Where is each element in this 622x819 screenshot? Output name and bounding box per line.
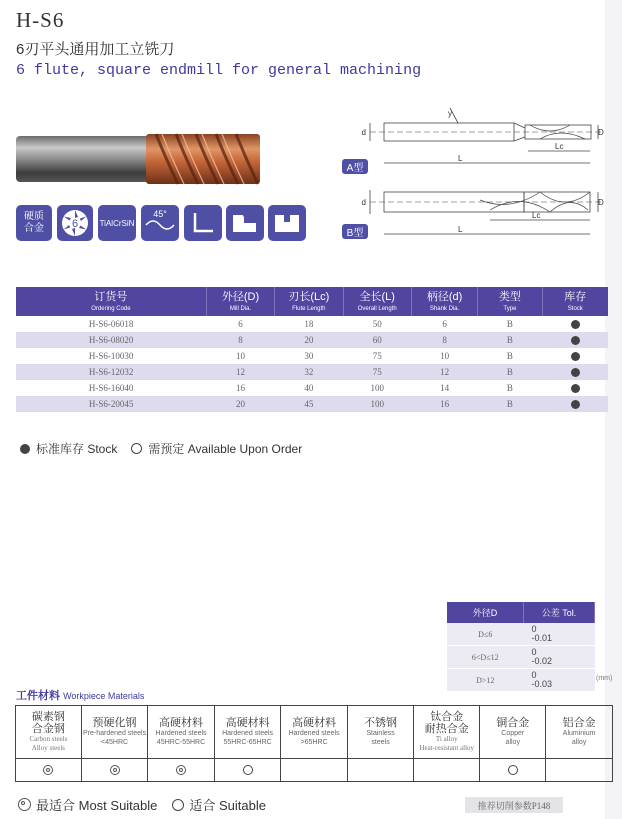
type-b-drawing (340, 182, 605, 242)
most-suitable-icon (176, 765, 186, 775)
tolerance-unit: (mm) (596, 675, 613, 682)
type-a-drawing (340, 103, 605, 175)
suitability-legend (18, 795, 266, 814)
most-suitable-icon (110, 765, 120, 775)
suitability-legend-suitable: 适合 Suitable (189, 798, 266, 813)
overall-length-cell: 60 (343, 332, 411, 348)
table-row (16, 396, 608, 412)
shank-dia-cell: 12 (411, 364, 477, 380)
stock-cell (542, 348, 608, 364)
tolerance-range: D>12 (447, 669, 524, 692)
product-title-en: 6 flute, square endmill for general machining (16, 62, 422, 79)
shank-dia-cell: 6 (442, 319, 447, 329)
most-suitable-icon (43, 765, 53, 775)
stock-cell (542, 380, 608, 396)
type-a-shank-label: d (361, 128, 366, 137)
coating-label: TiAlCrSiN (99, 218, 135, 228)
shank-dia-cell: 16 (411, 396, 477, 412)
most-suitable-icon (18, 798, 31, 811)
rating-cell (16, 759, 82, 782)
slot-profile-icon (272, 210, 302, 236)
in-stock-dot-icon (571, 368, 580, 377)
in-stock-dot-icon (571, 384, 580, 393)
type-cell: B (478, 396, 542, 412)
type-cell: B (506, 351, 513, 361)
flute-count-badge (57, 205, 93, 241)
tolerance-table (447, 602, 595, 692)
mill-dia-cell: 10 (236, 351, 245, 361)
header-overall-length: 全长(L) Overall Length (343, 287, 411, 316)
slot-cut-badge (268, 205, 306, 241)
material-copper: 铜合金 Copper alloy (480, 706, 546, 759)
table-row (447, 669, 595, 692)
mill-dia-cell: 8 (206, 332, 274, 348)
stock-cell (542, 364, 608, 380)
flute-length-cell: 45 (275, 396, 343, 412)
ordering-code-cell: H-S6-10030 (88, 351, 134, 361)
mill-dia-cell: 20 (206, 396, 274, 412)
spec-table-header (16, 287, 608, 316)
ordering-code-cell: H-S6-08020 (16, 332, 206, 348)
table-row (16, 380, 608, 396)
table-row (16, 348, 608, 364)
material-hardened-55-65: 高硬材料 Hardened steels 55HRC-65HRC (214, 706, 281, 759)
ordering-code-cell: H-S6-20045 (16, 396, 206, 412)
stock-legend (20, 440, 302, 457)
in-stock-dot-icon (571, 352, 580, 361)
type-cell: B (506, 319, 513, 329)
square-end-badge (184, 205, 222, 241)
rating-cell (281, 759, 348, 782)
overall-length-cell: 100 (370, 383, 384, 393)
mill-dia-cell: 6 (238, 319, 243, 329)
overall-length-cell: 100 (343, 396, 411, 412)
type-a-dia-label: D (598, 128, 604, 137)
table-row (16, 332, 608, 348)
type-cell: B (478, 332, 542, 348)
material-hardened-45-55: 高硬材料 Hardened steels 45HRC-55HRC (148, 706, 215, 759)
mill-dia-cell: 16 (236, 383, 245, 393)
table-row (447, 646, 595, 669)
flute-count: 6 (71, 218, 79, 230)
material-carbon-steel: 碳素钢 合金钢 Carbon steels Alloy steels (16, 706, 82, 759)
rating-cell (414, 759, 480, 782)
rating-cell (214, 759, 281, 782)
flute-cross-section-icon (60, 208, 90, 238)
flute-length-cell: 32 (275, 364, 343, 380)
type-b-dia-label: D (598, 198, 604, 207)
stock-legend-order: 需预定 Available Upon Order (148, 442, 303, 456)
overall-length-cell: 75 (343, 364, 411, 380)
table-row (16, 364, 608, 380)
rating-cell (480, 759, 546, 782)
stock-cell (542, 332, 608, 348)
shank-dia-cell: 8 (411, 332, 477, 348)
overall-length-cell: 75 (372, 351, 382, 361)
workpiece-rating-row (16, 759, 613, 782)
rating-cell (347, 759, 413, 782)
material-prehardened-steel: 预硬化钢 Pre-hardened steels <45HRC (81, 706, 147, 759)
in-stock-dot-icon (571, 400, 580, 409)
type-a-l-label: L (458, 154, 463, 163)
type-a-y-label: y (448, 109, 452, 118)
header-ordering-code: 订货号 Ordering Code (16, 287, 206, 316)
workpiece-title-en: Workpiece Materials (63, 691, 145, 701)
material-badge (16, 205, 52, 241)
spec-table (16, 287, 608, 412)
type-a-label: A型 (342, 159, 368, 174)
shank-dia-cell: 10 (440, 351, 450, 361)
type-b-lc-label: Lc (532, 211, 541, 220)
suitable-icon (172, 799, 184, 811)
tolerance-header-dia: 外径D (447, 602, 524, 623)
workpiece-title-cn: 工件材料 (16, 690, 60, 702)
stock-legend-standard: 标准库存 Stock (36, 442, 118, 456)
tolerance-range: 6<D≤12 (447, 646, 524, 669)
square-end-icon (190, 210, 216, 236)
material-stainless: 不锈钢 Stainless steels (347, 706, 413, 759)
ordering-code-cell: H-S6-16040 (88, 383, 134, 393)
type-b-label: B型 (342, 224, 368, 239)
workpiece-header-row (16, 706, 613, 759)
cutting-parameters-reference: 推荐切削参数P148 (465, 797, 563, 813)
endmill-photo (16, 130, 262, 188)
tolerance-header-tol: 公差 Tol. (524, 602, 595, 623)
suitable-icon (243, 765, 253, 775)
type-a-lc-label: Lc (555, 142, 564, 151)
rating-cell (148, 759, 215, 782)
type-cell: B (506, 383, 513, 393)
header-stock: 库存 Stock (542, 287, 608, 316)
helix-angle-label: 45° (153, 209, 167, 219)
material-aluminium: 铝合金 Aluminium alloy (546, 706, 613, 759)
type-b-shank-label: d (361, 198, 366, 207)
header-flute-length: 刃长(Lc) Flute Length (275, 287, 343, 316)
suitability-legend-most: 最适合 Most Suitable (36, 798, 158, 813)
step-cut-badge (226, 205, 264, 241)
filled-circle-icon (20, 444, 30, 454)
tolerance-value: 0 -0.03 (524, 669, 595, 692)
shank-dia-cell: 14 (440, 383, 450, 393)
flute-length-cell: 20 (275, 332, 343, 348)
flute-length-cell: 30 (304, 351, 314, 361)
step-profile-icon (230, 210, 260, 236)
ordering-code-cell: H-S6-06018 (88, 319, 134, 329)
tolerance-header (447, 602, 595, 623)
rating-cell (546, 759, 613, 782)
product-model: H-S6 (16, 8, 65, 32)
helix-wave-icon (145, 219, 175, 231)
flute-length-cell: 40 (304, 383, 314, 393)
type-b-l-label: L (458, 225, 463, 234)
table-row (16, 316, 608, 332)
in-stock-dot-icon (571, 320, 580, 329)
type-cell: B (478, 364, 542, 380)
empty-circle-icon (131, 443, 142, 454)
material-badge-label: 硬质合金 (24, 211, 44, 234)
tolerance-range: D≤6 (447, 623, 524, 646)
rating-cell (81, 759, 147, 782)
table-row (447, 623, 595, 646)
suitable-icon (508, 765, 518, 775)
coating-badge (98, 205, 136, 241)
overall-length-cell: 50 (372, 319, 382, 329)
tolerance-value: 0 -0.01 (524, 623, 595, 646)
in-stock-dot-icon (571, 336, 580, 345)
helix-angle-badge (141, 205, 179, 241)
stock-cell (542, 396, 608, 412)
workpiece-table (15, 705, 613, 782)
workpiece-title (16, 687, 144, 703)
mill-dia-cell: 12 (206, 364, 274, 380)
flute-length-cell: 18 (304, 319, 314, 329)
material-hardened-over-65: 高硬材料 Hardened steels >65HRC (281, 706, 348, 759)
stock-cell (542, 316, 608, 332)
tolerance-value: 0 -0.02 (524, 646, 595, 669)
material-titanium: 钛合金 耐热合金 Ti alloy Heat-resistant alloy (414, 706, 480, 759)
header-type: 类型 Type (478, 287, 542, 316)
product-title-cn: 6刃平头通用加工立铣刀 (16, 41, 175, 58)
ordering-code-cell: H-S6-12032 (16, 364, 206, 380)
header-shank-dia: 柄径(d) Shank Dia. (411, 287, 477, 316)
header-mill-dia: 外径(D) Mill Dia. (206, 287, 274, 316)
